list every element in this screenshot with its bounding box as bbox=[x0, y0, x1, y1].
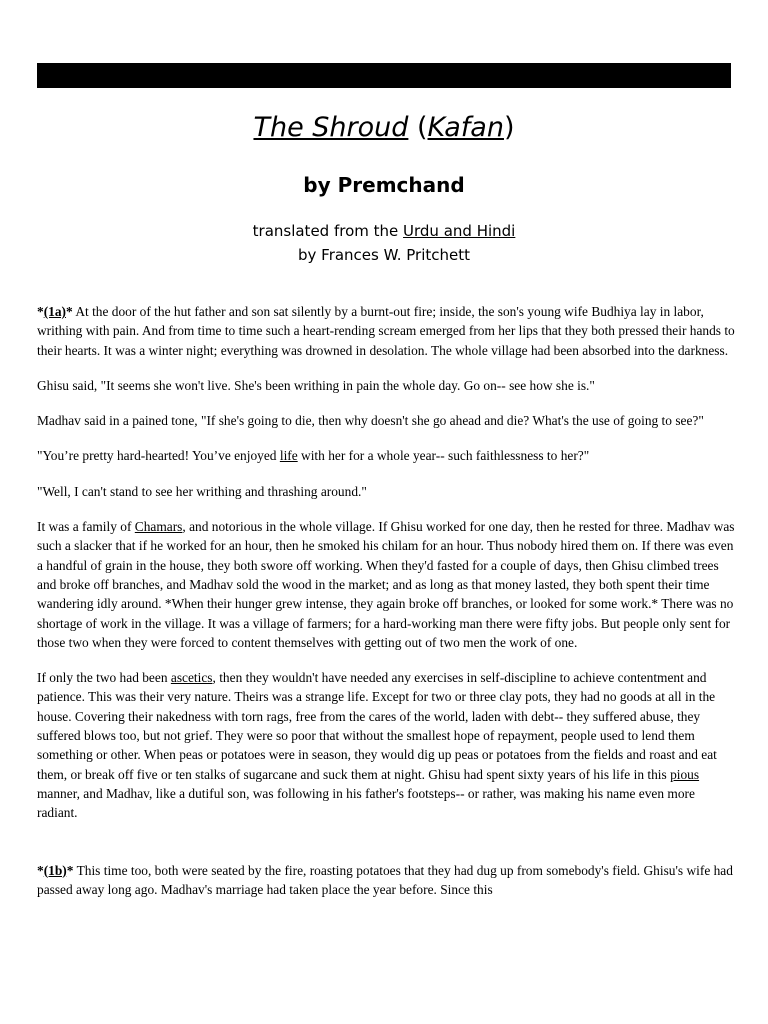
ascetics-link[interactable]: ascetics bbox=[170, 670, 213, 686]
paragraph-4 bbox=[37, 446, 737, 465]
paragraph-8-text: This time too, both were seated by the fire, roasting potatoes that they had dug up from somebody's field. Ghisu's wife had passed away long ago. Madhav's marriage had taken place the year before. Since this bbox=[37, 862, 733, 897]
section-marker-star-end: * bbox=[66, 304, 73, 319]
paragraph-3: Madhav said in a pained tone, "If she's going to die, then why doesn't she go ahead and die? What's the use of going to see?" bbox=[37, 413, 704, 429]
section-marker-star: * bbox=[37, 304, 44, 319]
translator-line: by Frances W. Pritchett bbox=[297, 246, 471, 264]
paragraph-7-middle: , then they wouldn't have needed any exercises in self-discipline to achieve contentment and patience. This was their very nature. Theirs was a strange life. Except for two or three clay pots, they had no goods at all in the house. Covering their nakedness with torn rags, free from the cares of the world, laden with debt-- they suffered abuse, they suffered blows too, but not grief. They were so poor that without the smallest hope of repayment, people used to lend them something or other. When peas or potatoes were in season, they would dig up peas or potatoes from the fields and roast and eat them, or break off five or ten stalks of sugarcane and suck them at night. Ghisu had spent sixty years of his life in this bbox=[37, 670, 717, 782]
languages-link[interactable]: Urdu and Hindi bbox=[403, 222, 516, 240]
translated-from-line bbox=[0, 219, 768, 243]
top-banner-bar bbox=[37, 63, 731, 88]
paragraph-7-after: manner, and Madhav, like a dutiful son, was following in his father's footsteps-- or rather, was making his name even more radiant. bbox=[37, 785, 695, 821]
paragraph-8 bbox=[37, 861, 737, 900]
paragraph-6-after: , and notorious in the whole village. If Ghisu worked for one day, then he rested for three. Madhav was such a slacker that if he worked for an hour, then he smoked his chilam for an hour. Thus nobody hired them on. If there was even a handful of grain in the house, they both swore off working. When they'd fasted for a couple of days, then Ghisu climbed trees and broke off branches, and Madhav sold the wood in the market; and as long as that money lasted, they both spent their time wandering idly around. *When their hunger grew intense, they again broke off branches, or looked for some work.* There was no shortage of work in the village. It was a village of farmers; for a hard-working man there were fifty jobs. But people only sent for those two when they were forced to content themselves with getting out of two men the work of one. bbox=[37, 519, 735, 650]
title-close-paren: ) bbox=[503, 112, 515, 143]
title-link[interactable]: The Shroud bbox=[253, 112, 409, 143]
original-title-link[interactable]: Kafan bbox=[427, 112, 504, 143]
paragraph-1 bbox=[37, 302, 737, 360]
paragraph-7-before: If only the two had been bbox=[37, 670, 171, 686]
section-marker-1a-link[interactable]: (1a) bbox=[43, 304, 67, 319]
paragraph-4-before: "You’re pretty hard-hearted! You’ve enjoyed bbox=[37, 448, 280, 464]
pious-link[interactable]: pious bbox=[670, 766, 700, 782]
story-body bbox=[37, 302, 737, 915]
paragraph-6-before: It was a family of bbox=[37, 519, 135, 535]
paragraph-6 bbox=[37, 517, 737, 652]
paragraph-4-after: with her for a whole year-- such faithlessness to her?" bbox=[297, 448, 590, 464]
section-marker-star: * bbox=[37, 862, 44, 878]
translated-prefix: translated from the bbox=[252, 222, 404, 240]
title-open-paren: ( bbox=[408, 112, 428, 143]
chamars-link[interactable]: Chamars bbox=[134, 519, 183, 535]
life-link[interactable]: life bbox=[279, 448, 298, 464]
paragraph-1-text: At the door of the hut father and son sat silently by a burnt-out fire; inside, the son's young wife Budhiya lay in labor, writhing with pain. And from time to time such a heart-rending scream emerged from her lips that they both pressed their hands to their hearts. It was a winter night; everything was drowned in desolation. The whole village had been absorbed into the darkness. bbox=[37, 304, 735, 358]
page-title bbox=[0, 108, 768, 148]
translation-credit bbox=[0, 219, 768, 267]
section-marker-1b-link[interactable]: (1b) bbox=[43, 862, 67, 878]
paragraph-7 bbox=[37, 668, 737, 822]
paragraph-5: "Well, I can't stand to see her writhing and thrashing around." bbox=[37, 483, 367, 499]
paragraph-2: Ghisu said, "It seems she won't live. She's been writhing in pain the whole day. Go on-- see how she is." bbox=[37, 377, 595, 393]
author-byline: by Premchand bbox=[303, 173, 465, 197]
section-marker-star-end: * bbox=[66, 862, 74, 878]
